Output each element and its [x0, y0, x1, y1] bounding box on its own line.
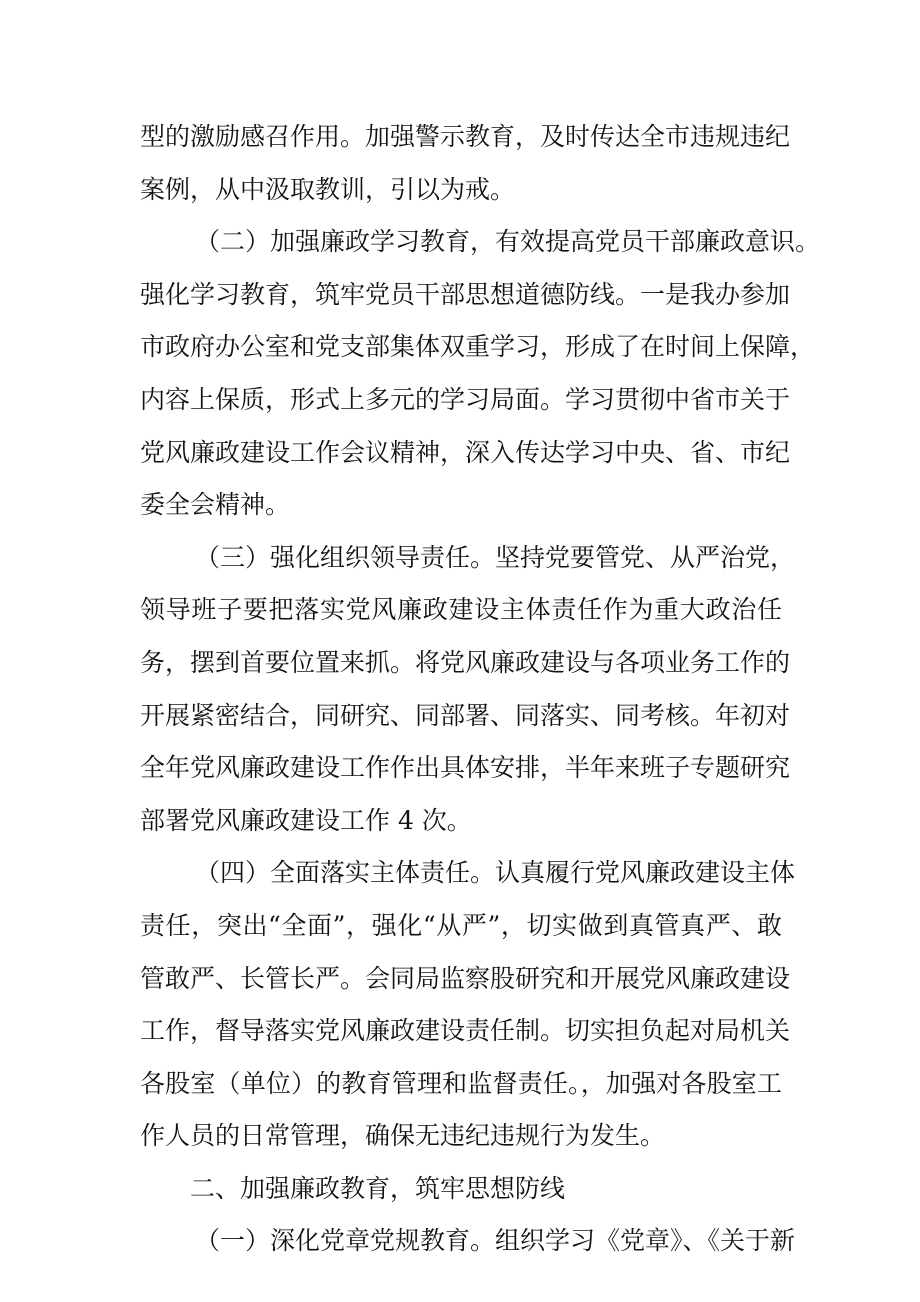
text-line: 作人员的日常管理，确保无违纪违规行为发生。	[140, 1121, 666, 1151]
text-line: 委全会精神。	[140, 490, 291, 520]
text-line: 型的激励感召作用。加强警示教育，及时传达全市违规违纪	[140, 122, 791, 151]
text-line: 工作，督导落实党风廉政建设责任制。切实担负起对局机关	[140, 1016, 791, 1046]
text-line: 内容上保质，形式上多元的学习局面。学习贯彻中省市关于	[140, 384, 791, 414]
text-line: 管敢严、长管长严。会同局监察股研究和开展党风廉政建设	[140, 963, 791, 993]
text-line: 党风廉政建设工作会议精神，深入传达学习中央、省、市纪	[140, 437, 791, 467]
text-line: 强化学习教育，筑牢党员干部思想道德防线。一是我办参加	[140, 279, 791, 309]
section-heading-3: （三）强化组织领导责任。坚持党要管党、从严治党，	[195, 542, 796, 572]
chapter-heading: 二、加强廉政教育，筑牢思想防线	[190, 1173, 566, 1203]
text-line: 部署党风廉政建设工作 4 次。	[140, 805, 472, 835]
text-line: 全年党风廉政建设工作作出具体安排，半年来班子专题研究	[140, 753, 791, 783]
text-line: 责任，突出“全面”，强化“从严”，切实做到真管真严、敢	[140, 910, 782, 940]
document-body	[140, 111, 821, 1268]
text-line: 务，摆到首要位置来抓。将党风廉政建设与各项业务工作的	[140, 647, 791, 677]
section-heading-2: （二）加强廉政学习教育，有效提高党员干部廉政意识。	[195, 227, 821, 257]
text-line: 各股室（单位）的教育管理和监督责任。，加强对各股室工	[140, 1068, 782, 1098]
section-heading-4: （四）全面落实主体责任。认真履行党风廉政建设主体	[195, 858, 796, 888]
section-heading-1: （一）深化党章党规教育。组织学习《党章》、《关于新	[195, 1226, 796, 1256]
text-line: 开展紧密结合，同研究、同部署、同落实、同考核。年初对	[140, 700, 791, 730]
text-line: 领导班子要把落实党风廉政建设主体责任作为重大政治任	[140, 595, 782, 625]
text-line: 市政府办公室和党支部集体双重学习，形成了在时间上保障，	[140, 332, 816, 362]
text-line: 案例，从中汲取教训，引以为戒。	[140, 174, 516, 204]
